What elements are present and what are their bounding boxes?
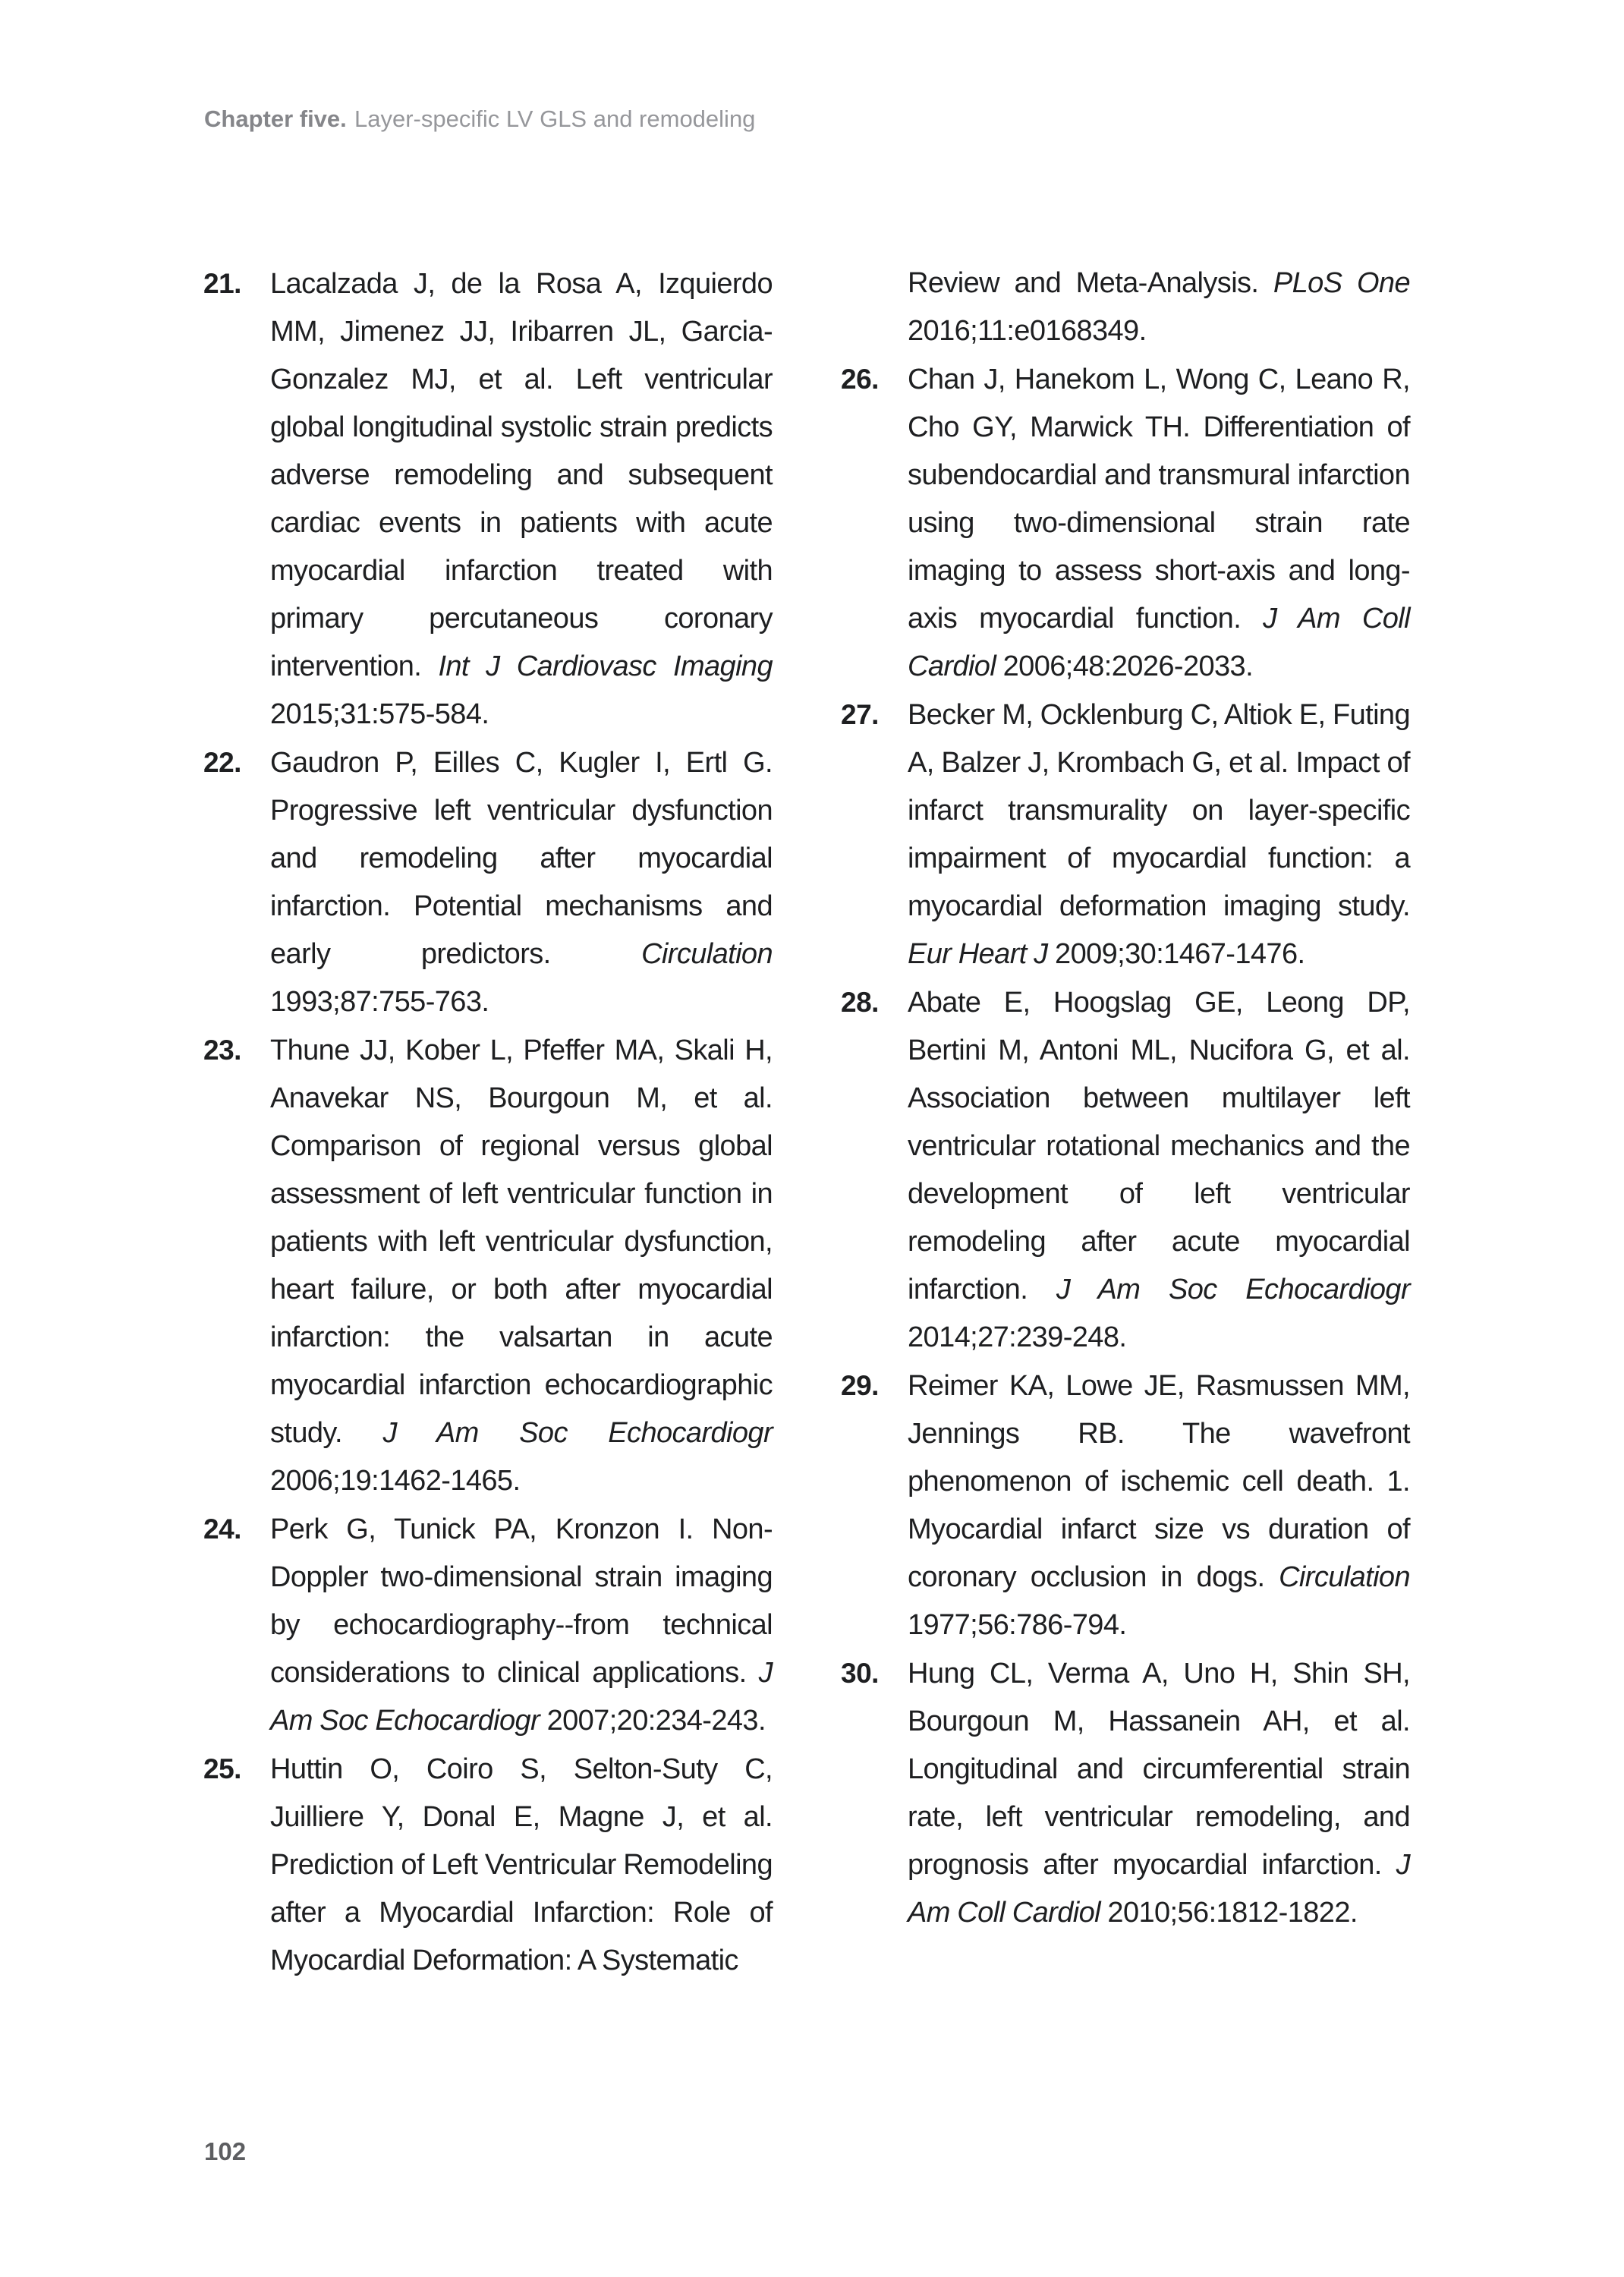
reference-number: 23.	[203, 1035, 241, 1066]
reference-number: 29.	[841, 1370, 879, 1401]
reference-text: Chan J, Hanekom L, Wong C, Leano R, Cho GY, Marwick TH. Differentiation of subendocardial and transmural infarction using two-dimensional strain rate imaging to assess short-axis and long-axis myocardial function. J Am Coll Cardiol 2006;48:2026-2033.	[908, 364, 1410, 682]
reference-text: Perk G, Tunick PA, Kronzon I. Non-Doppler two-dimensional strain imaging by echocardiography--from technical considerations to clinical applications. J Am Soc Echocardiogr 2007;20:234-243.	[270, 1513, 773, 1737]
references-column	[203, 260, 773, 1985]
chapter-title: Layer-specific LV GLS and remodeling	[354, 106, 756, 132]
reference-number: 27.	[841, 699, 879, 730]
reference-item	[203, 1026, 773, 1505]
reference-text: Review and Meta-Analysis. PLoS One 2016;11:e0168349.	[908, 267, 1410, 347]
reference-number: 24.	[203, 1513, 241, 1545]
running-header	[204, 105, 755, 133]
reference-text: Gaudron P, Eilles C, Kugler I, Ertl G. Progressive left ventricular dysfunction and remodeling after myocardial infarction. Potential mechanisms and early predictors. Circulation 1993;87:755-763.	[270, 747, 773, 1018]
reference-number: 21.	[203, 268, 241, 299]
reference-item	[841, 691, 1410, 978]
reference-item	[203, 739, 773, 1026]
reference-item	[841, 978, 1410, 1362]
reference-item	[841, 260, 1410, 355]
reference-number: 28.	[841, 987, 879, 1018]
reference-number: 30.	[841, 1658, 879, 1689]
reference-item	[203, 1505, 773, 1745]
reference-item	[841, 1649, 1410, 1937]
reference-text: Lacalzada J, de la Rosa A, Izquierdo MM, Jimenez JJ, Iribarren JL, Garcia-Gonzalez MJ, et al. Left ventricular global longitudinal systolic strain predicts adverse remodeling and subsequent cardiac events in patients with acute myocardial infarction treated with primary percutaneous coronary intervention. Int J Cardiovasc Imaging 2015;31:575-584.	[270, 268, 773, 730]
page-number: 102	[204, 2137, 247, 2165]
reference-number: 25.	[203, 1753, 241, 1784]
reference-text: Reimer KA, Lowe JE, Rasmussen MM, Jennings RB. The wavefront phenomenon of ischemic cell death. 1. Myocardial infarct size vs duration of coronary occlusion in dogs. Circulation 1977;56:786-794.	[908, 1370, 1410, 1641]
reference-number: 22.	[203, 747, 241, 778]
reference-item	[203, 1745, 773, 1985]
reference-item	[841, 355, 1410, 691]
reference-number: 26.	[841, 364, 879, 395]
reference-text: Thune JJ, Kober L, Pfeffer MA, Skali H, Anavekar NS, Bourgoun M, et al. Comparison of regional versus global assessment of left ventricular function in patients with left ventricular dysfunction, heart failure, or both after myocardial infarction: the valsartan in acute myocardial infarction echocardiographic study. J Am Soc Echocardiogr 2006;19:1462-1465.	[270, 1035, 773, 1497]
chapter-label: Chapter five.	[204, 106, 347, 132]
reference-text: Huttin O, Coiro S, Selton-Suty C, Juilliere Y, Donal E, Magne J, et al. Prediction of Left Ventricular Remodeling after a Myocardial Infarction: Role of Myocardial Deformation: A Systematic	[270, 1753, 773, 1976]
reference-text: Hung CL, Verma A, Uno H, Shin SH, Bourgoun M, Hassanein AH, et al. Longitudinal and circumferential strain rate, left ventricular remodeling, and prognosis after myocardial infarction. J Am Coll Cardiol 2010;56:1812-1822.	[908, 1658, 1410, 1929]
reference-item	[841, 1362, 1410, 1649]
reference-text: Abate E, Hoogslag GE, Leong DP, Bertini M, Antoni ML, Nucifora G, et al. Association between multilayer left ventricular rotational mechanics and the development of left ventricular remodeling after acute myocardial infarction. J Am Soc Echocardiogr 2014;27:239-248.	[908, 987, 1411, 1353]
references-section	[203, 260, 1410, 1985]
references-column	[841, 260, 1410, 1985]
reference-item	[203, 260, 773, 739]
reference-text: Becker M, Ocklenburg C, Altiok E, Futing A, Balzer J, Krombach G, et al. Impact of infarct transmurality on layer-specific impairment of myocardial function: a myocardial deformation imaging study. Eur Heart J 2009;30:1467-1476.	[908, 699, 1410, 970]
